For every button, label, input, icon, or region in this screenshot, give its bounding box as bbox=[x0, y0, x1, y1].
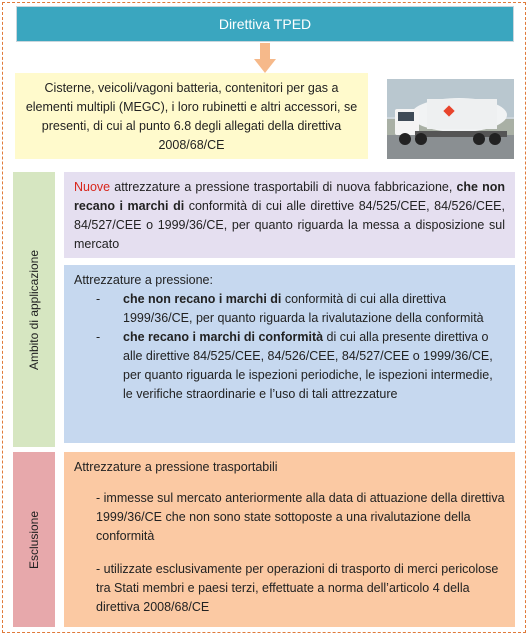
new-highlight: Nuove bbox=[74, 180, 111, 194]
exclusion-item-2: - utilizzate esclusivamente per operazioni di trasporto di merci pericolose tra Stati membri e paesi terzi, effettuate a norma dell’articolo 4 della direttiva 2008/68/CE bbox=[96, 562, 499, 614]
pressure-equipment-box bbox=[64, 265, 515, 443]
new-equipment-text: Nuove attrezzature a pressione trasportabili di nuova fabbricazione, che non recano i marchi di conformità di cui alle direttive 84/525/CEE, 84/526/CEE, 84/527/CEE o 1999/36/CE, per quanto riguarda la messa a disposizione sul mercato bbox=[74, 180, 505, 251]
down-arrow-icon bbox=[254, 43, 276, 75]
diagram-title-text: Direttiva TPED bbox=[218, 16, 312, 32]
scope-side-label-text: Ambito di applicazione bbox=[27, 249, 42, 370]
scope-intro-box bbox=[15, 73, 368, 159]
exclusion-box bbox=[64, 452, 515, 627]
pressure-equipment-heading: Attrezzature a pressione: bbox=[74, 273, 213, 287]
list-item: - che non recano i marchi di conformità di cui alla direttiva 1999/36/CE, per quanto riguarda la rivalutazione della conformità bbox=[96, 292, 484, 325]
scope-intro-text: Cisterne, veicoli/vagoni batteria, contenitori per gas a elementi multipli (MEGC), i loro rubinetti e altri accessori, se presenti, di cui al punto 6.8 degli allegati della direttiva 2008/68/CE bbox=[25, 81, 358, 152]
exclusion-heading: Attrezzature a pressione trasportabili bbox=[74, 460, 278, 474]
tank-truck-image bbox=[387, 79, 514, 159]
list-item: - che recano i marchi di conformità di cui alla presente direttiva o alle direttive 84/525/CEE, 84/526/CEE, 84/527/CEE o 1999/36/CE, per quanto riguarda le ispezioni periodiche, le ispezioni intermedie, le verifiche straordinarie e l’uso di tali attrezzature bbox=[96, 330, 493, 401]
diagram-title bbox=[16, 6, 514, 42]
exclusion-side-label bbox=[13, 452, 55, 627]
exclusion-item-1: - immesse sul mercato anteriormente alla data di attuazione della direttiva 1999/36/CE che non sono state sottoposte a una rivalutazione della conformità bbox=[96, 491, 505, 543]
exclusion-side-label-text: Esclusione bbox=[27, 510, 41, 569]
new-equipment-box bbox=[64, 172, 515, 258]
scope-side-label bbox=[13, 172, 55, 447]
